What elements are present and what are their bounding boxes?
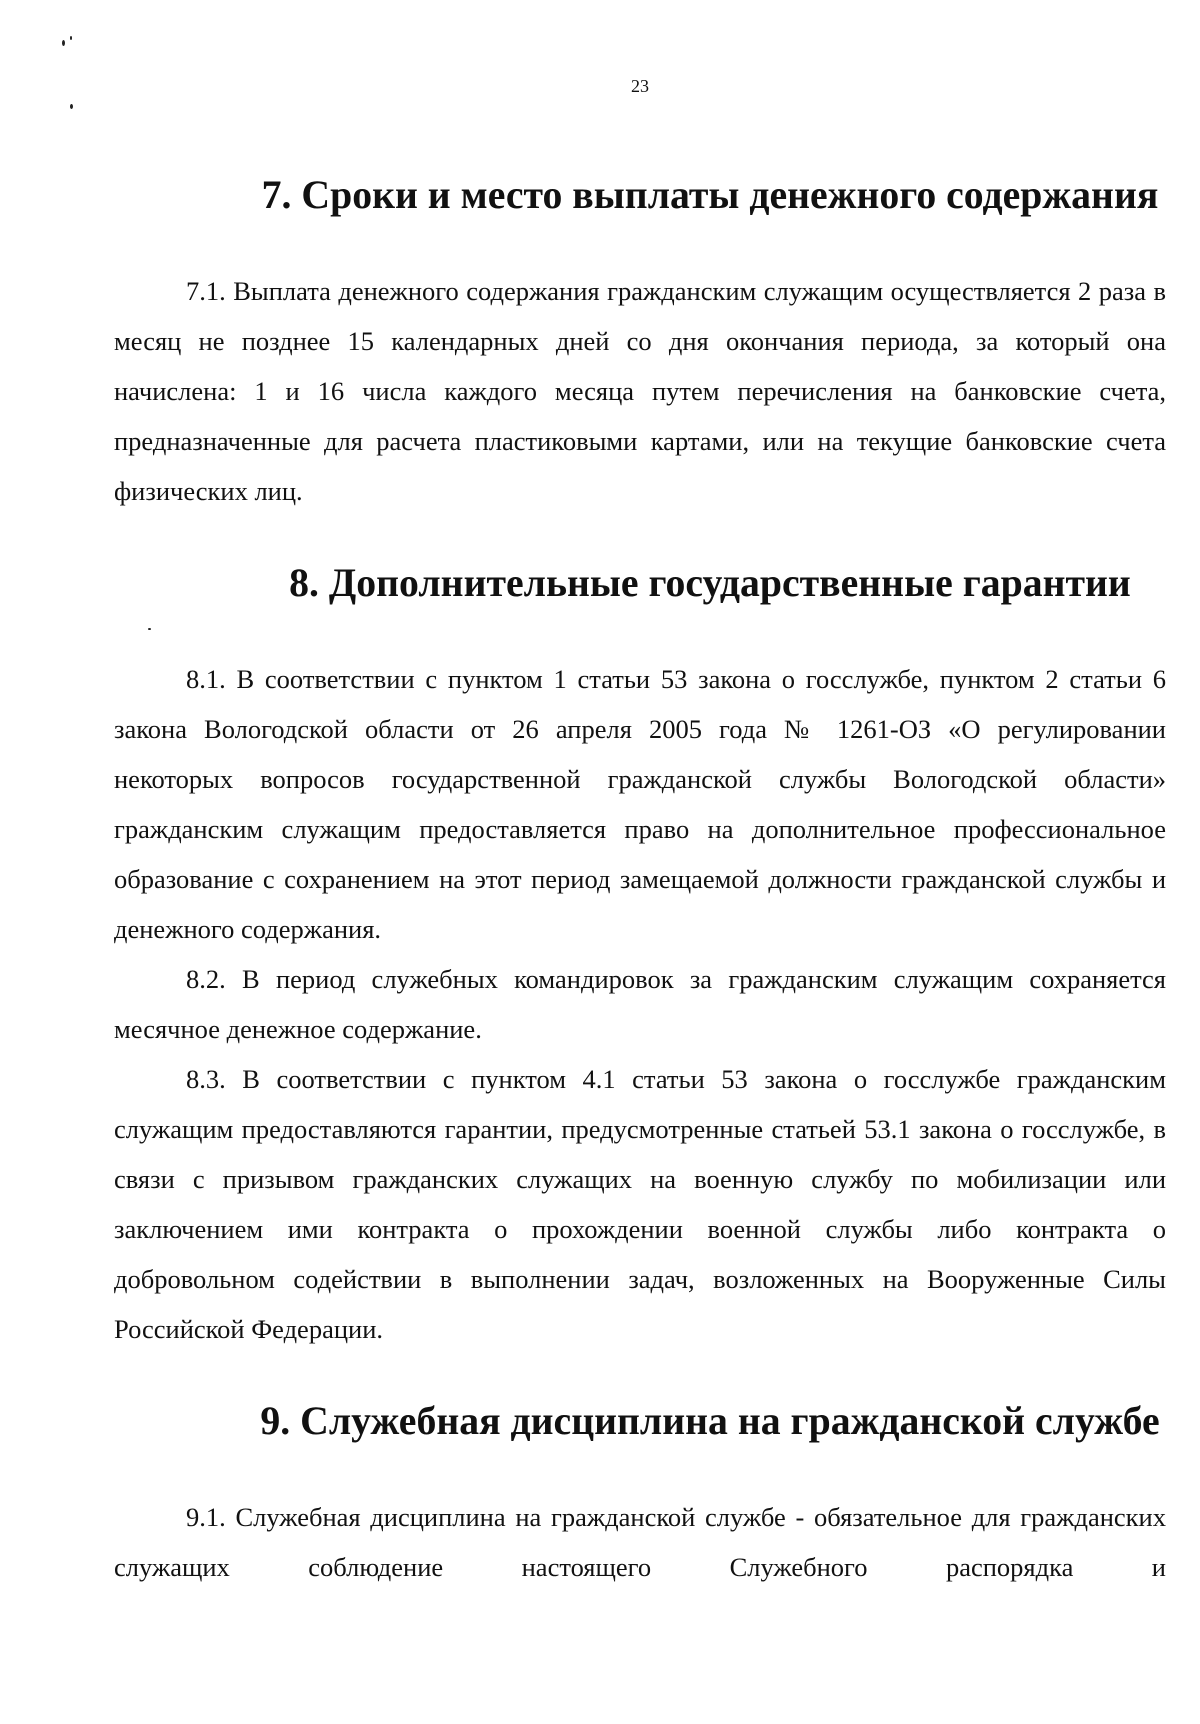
scan-speck bbox=[70, 36, 72, 40]
scan-speck bbox=[70, 104, 73, 109]
document-body bbox=[114, 170, 1166, 1592]
paragraph: 9.1. Служебная дисциплина на гражданской службе - обязательное для гражданских служащих соблюдение настоящего Служебного распорядка и bbox=[114, 1502, 1166, 1582]
paragraph: 8.2. В период служебных командировок за гражданским служащим сохраняется месячное денежное содержание. bbox=[114, 964, 1166, 1044]
section-heading: 9. Служебная дисциплина на гражданской службе bbox=[260, 1399, 1160, 1443]
paragraph: 8.3. В соответствии с пунктом 4.1 статьи 53 закона о госслужбе гражданским служащим предоставляются гарантии, предусмотренные статьей 53.1 закона о госслужбе, в связи с призывом гражданских служащих на военную службу по мобилизации или заключением ими контракта о прохождении военной службы либо контракта о добровольном содействии в выполнении задач, возложенных на Вооруженные Силы Российской Федерации. bbox=[114, 1064, 1166, 1344]
section-heading: 7. Сроки и место выплаты денежного содержания bbox=[261, 173, 1159, 217]
page-number: 23 bbox=[631, 76, 649, 96]
scan-speck bbox=[62, 40, 65, 46]
paragraph: 7.1. Выплата денежного содержания гражданским служащим осуществляется 2 раза в месяц не позднее 15 календарных дней со дня окончания периода, за который она начислена: 1 и 16 числа каждого месяца путем перечисления на банковские счета, предназначенные для расчета пластиковыми картами, или на текущие банковские счета физических лиц. bbox=[114, 276, 1166, 506]
section-heading: 8. Дополнительные государственные гарантии bbox=[289, 561, 1131, 605]
paragraph: 8.1. В соответствии с пунктом 1 статьи 53 закона о госслужбе, пунктом 2 статьи 6 закона Вологодской области от 26 апреля 2005 года № 1261-ОЗ «О регулировании некоторых вопросов государственной гражданской службы Вологодской области» гражданским служащим предоставляется право на дополнительное профессиональное образование с сохранением на этот период замещаемой должности гражданской службы и денежного содержания. bbox=[114, 664, 1166, 944]
